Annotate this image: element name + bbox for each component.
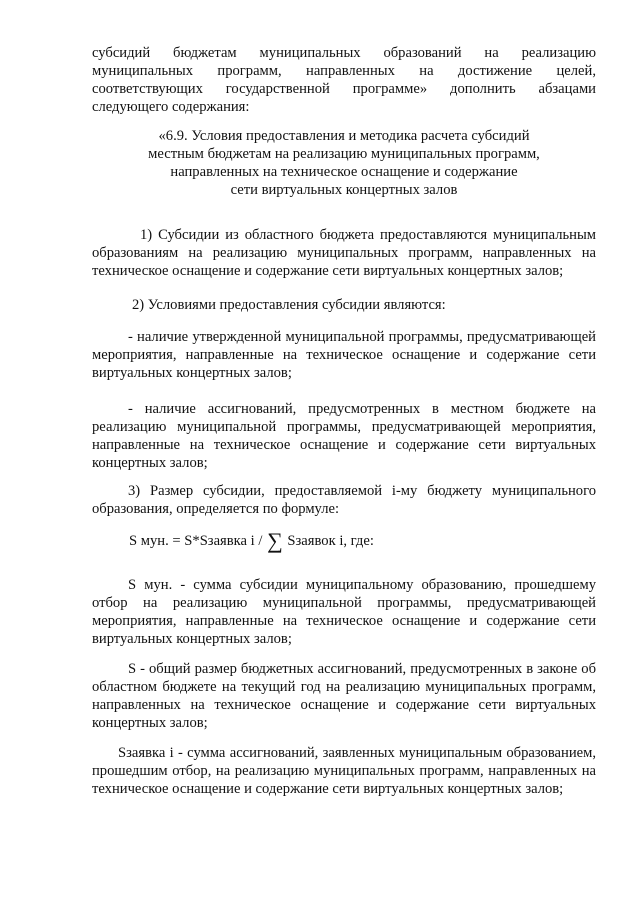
formula-left: S мун. = S*Sзаявка i /	[129, 533, 263, 549]
item-3-paragraph: 3) Размер субсидии, предоставляемой i-му бюджету муниципального образования, определяется по формуле:	[92, 483, 596, 517]
sum-symbol: ∑	[267, 528, 283, 553]
intro-paragraph: субсидий бюджетам муниципальных образований на реализацию муниципальных программ, направленных на достижение целей, соответствующих государственной программе» дополнить абзацами следующего содержания:	[92, 45, 596, 115]
item-2-paragraph: 2) Условиями предоставления субсидии являются:	[132, 297, 446, 313]
definition-s-mun: S мун. - сумма субсидии муниципальному образованию, прошедшему отбор на реализацию муниципальной программы, предусматривающей мероприятия, направленные на техническое оснащение и содержание сети виртуальных концертных залов;	[92, 577, 596, 647]
definition-s-zayavka: Sзаявка i - сумма ассигнований, заявленных муниципальным образованием, прошедшим отбор, на реализацию муниципальных программ, направленных на техническое оснащение и содержание сети виртуальных концертных залов;	[92, 745, 596, 797]
condition-2-paragraph: - наличие ассигнований, предусмотренных в местном бюджете на реализацию муниципальной программы, предусматривающей мероприятия, направленные на техническое оснащение и содержание сети виртуальных концертных залов;	[92, 401, 596, 471]
item-1-paragraph: 1) Субсидии из областного бюджета предоставляются муниципальным образованиям на реализацию муниципальных программ, направленных на техническое оснащение и содержание сети виртуальных концертных залов;	[92, 227, 596, 279]
subsidy-formula	[129, 528, 374, 553]
condition-1-paragraph: - наличие утвержденной муниципальной программы, предусматривающей мероприятия, направленные на техническое оснащение и содержание сети виртуальных концертных залов;	[92, 329, 596, 381]
section-heading-line-1: «6.9. Условия предоставления и методика расчета субсидий	[158, 128, 530, 144]
formula-right: Sзаявок i, где:	[287, 533, 374, 549]
definition-s: S - общий размер бюджетных ассигнований, предусмотренных в законе об областном бюджете на текущий год на реализацию муниципальных программ, направленных на техническое оснащение и содержание сети виртуальных концертных залов;	[92, 661, 596, 731]
section-heading-line-3: направленных на техническое оснащение и содержание	[170, 164, 518, 180]
section-heading-line-4: сети виртуальных концертных залов	[230, 182, 458, 198]
section-heading-line-2: местным бюджетам на реализацию муниципальных программ,	[148, 146, 540, 162]
